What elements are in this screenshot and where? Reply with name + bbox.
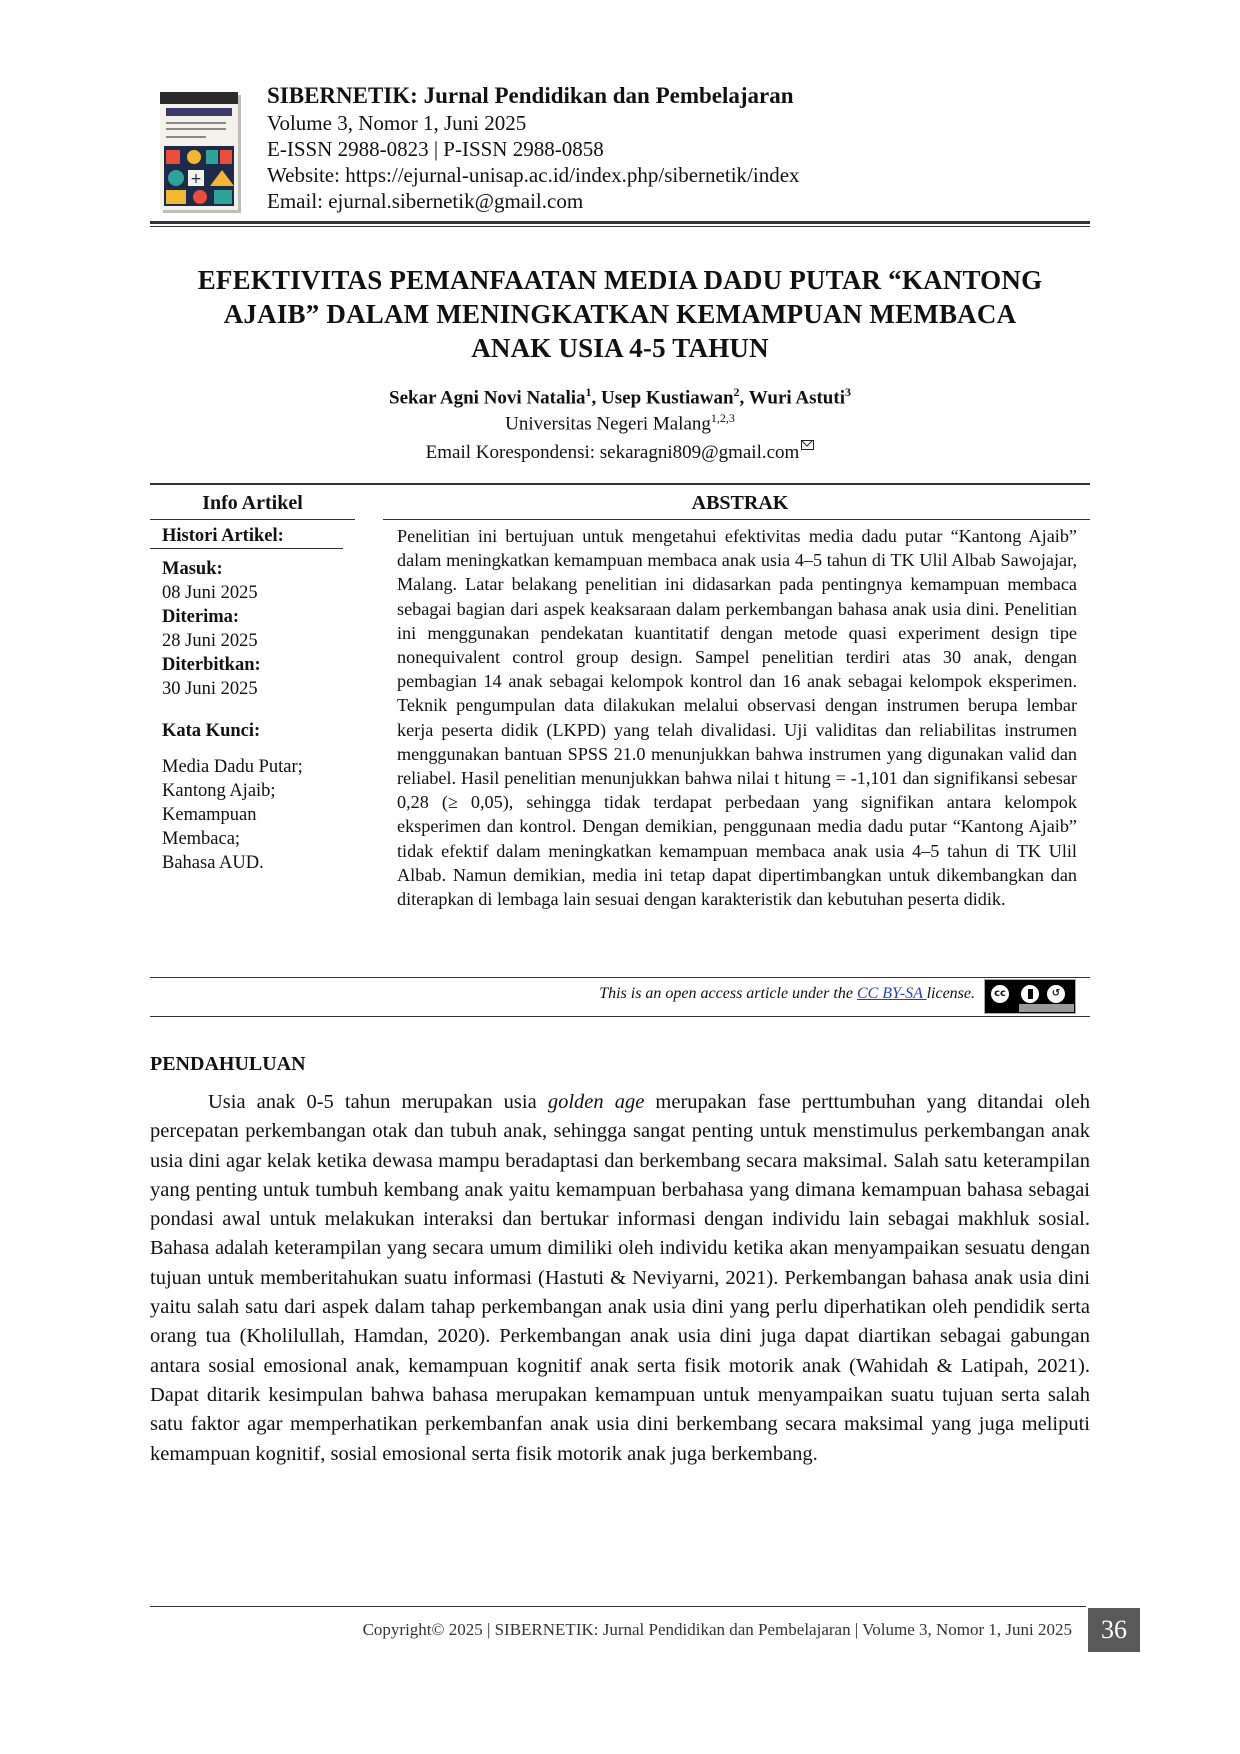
affiliation: Universitas Negeri Malang$^{1,2,3}$ — [505, 411, 735, 435]
received-label: Masuk: — [162, 559, 223, 579]
keyword: Membaca; — [162, 829, 241, 849]
title-line: ANAK USIA 4-5 TAHUN — [471, 333, 769, 363]
info-heading: Info Artikel — [202, 492, 303, 514]
abstract-bottom-rule — [150, 977, 1090, 978]
accepted-date: 28 Juni 2025 — [162, 631, 258, 651]
author-name: Wuri Astuti — [748, 387, 845, 409]
envelope-icon — [801, 440, 814, 450]
published-date: 30 Juni 2025 — [162, 679, 258, 699]
published-label: Diterbitkan: — [162, 655, 261, 675]
article-title — [150, 263, 1090, 365]
title-line: EFEKTIVITAS PEMANFAATAN MEDIA DADU PUTAR “KANTONG — [197, 265, 1043, 295]
header-divider — [150, 221, 1090, 224]
received-date: 08 Juni 2025 — [162, 583, 258, 603]
journal-header — [267, 82, 1087, 214]
keyword: Media Dadu Putar; — [162, 757, 303, 777]
emphasis-text: golden age — [547, 1091, 645, 1113]
keyword: Bahasa AUD. — [162, 853, 264, 873]
author-sup: 2 — [733, 385, 740, 399]
license-bottom-rule — [150, 1016, 1090, 1017]
keywords-label: Kata Kunci: — [162, 721, 261, 741]
article-info — [162, 524, 352, 875]
intro-paragraph: Usia anak 0-5 tahun merupakan usia golden age merupakan fase perttumbuhan yang ditandai oleh percepatan perkembangan otak dan tubuh anak, sehingga sangat penting untuk menstimulus perkembangan anak usia dini agar kelak ketika dewasa mampu beradaptasi dan berkembang secara maksimal. Salah satu keterampilan yang penting untuk tumbuh kembang anak yaitu kemampuan berbahasa yang dimana kemampuan bahasa sebagai pondasi awal untuk melakukan interaksi dan bertukar informasi dengan individu lain sebagai makhluk sosial. Bahasa adalah keterampilan yang secara umum dimiliki oleh individu ketika akan menyampaikan sesuatu dengan tujuan untuk memberitahukan suatu informasi (Hastuti & Neviyarni, 2021). Perkembangan bahasa anak usia dini yaitu salah satu dari aspek dalam tahap perkembangan anak usia dini yang perlu diperhatikan oleh pendidik serta orang tua (Kholilullah, Hamdan, 2020). Perkembangan anak usia dini juga dapat diartikan sebagai gabungan antara sosial emosional anak, kemampuan kognitif anak serta fisik motorik anak (Wahidah & Latipah, 2021). Dapat ditarik kesimpulan bahwa bahasa merupakan kemampuan untuk menyampaikan suatu tujuan serta salah satu faktor agar memperhatikan perkembanfan anak usia dini berkembang secara maksimal yang juga meliputi kemampuan kognitif, sosial emosional serta fisik motorik anak juga berkembang. — [150, 1091, 1090, 1465]
cc-by-sa-icon[interactable]: cc ↺ — [984, 979, 1076, 1014]
cc-by-sa-link[interactable]: CC BY-SA — [856, 985, 927, 1002]
author-list: Sekar Agni Novi Natalia$^1$, Usep Kustiawan$^2$, Wuri Astuti$^3$ — [389, 385, 851, 409]
author-name: Usep Kustiawan — [601, 387, 734, 409]
keyword: Kantong Ajaib; — [162, 781, 276, 801]
history-label: Histori Artikel: — [162, 526, 284, 546]
author-name: Sekar Agni Novi Natalia — [389, 387, 586, 409]
keyword: Kemampuan — [162, 805, 257, 825]
info-top-rule — [150, 483, 1090, 485]
license-note: This is an open access article under the CC BY-SA license. — [599, 985, 975, 1002]
journal-volume: Volume 3, Nomor 1, Juni 2025 — [267, 111, 527, 135]
correspondence-email: Email Korespondensi: sekaragni809@gmail.com — [150, 440, 1090, 464]
section-heading: PENDAHULUAN — [150, 1053, 306, 1075]
journal-issn: E-ISSN 2988-0823 | P-ISSN 2988-0858 — [267, 137, 604, 161]
author-sup: 3 — [844, 385, 851, 399]
svg-text:+: + — [190, 171, 202, 187]
info-heading-rule — [150, 519, 355, 520]
journal-website[interactable]: Website: https://ejurnal-unisap.ac.id/index.php/sibernetik/index — [267, 163, 800, 187]
abstract-heading-rule — [383, 519, 1090, 520]
journal-cover-image — [160, 92, 238, 210]
journal-name: SIBERNETIK: Jurnal Pendidikan dan Pembelajaran — [267, 83, 794, 108]
author-sup: 1 — [585, 385, 592, 399]
accepted-label: Diterima: — [162, 607, 240, 627]
title-line: AJAIB” DALAM MENINGKATKAN KEMAMPUAN MEMBACA — [223, 299, 1017, 329]
abstract-heading: ABSTRAK — [691, 492, 789, 514]
abstract-text: Penelitian ini bertujuan untuk mengetahui efektivitas media dadu putar “Kantong Ajaib” dalam meningkatkan kemampuan membaca anak usia 4–5 tahun di TK Ulil Albab Sawojajar, Malang. Latar belakang penelitian ini didasarkan pada pentingnya kemampuan membaca sebagai bagian dari aspek keaksaraan dalam perkembangan bahasa anak usia dini. Penelitian ini menggunakan pendekatan kuantitatif dengan metode quasi experiment design tipe nonequivalent control group design. Sampel penelitian terdiri atas 30 anak, dengan pembagian 14 anak sebagai kelompok kontrol dan 16 anak sebagai kelompok eksperimen. Teknik pengumpulan data dilakukan melalui observasi dengan instrumen berupa lembar kerja peserta didik (LKPD) yang telah divalidasi. Uji validitas dan reliabilitas instrumen menggunakan bantuan SPSS 21.0 menunjukkan bahwa instrumen yang digunakan valid dan reliabel. Hasil penelitian menunjukkan bahwa nilai t hitung = -1,101 dan signifikansi sebesar 0,28 (≥ 0,05), sehingga tidak terdapat perbedaan yang signifikan antara kelompok eksperimen dan kontrol. Dengan demikian, penggunaan media dadu putar “Kantong Ajaib” tidak efektif dalam meningkatkan kemampuan membaca anak usia 4–5 tahun di TK Ulil Albab. Namun demikian, media ini tetap dapat dipertimbangkan untuk dikembangkan dan diterapkan di lembaga lain sesuai dengan karakteristik dan kebutuhan peserta didik. — [397, 526, 1077, 910]
footer-copyright: Copyright© 2025 | SIBERNETIK: Jurnal Pendidikan dan Pembelajaran | Volume 3, Nomor 1, Juni 2025 — [362, 1620, 1072, 1639]
page-number: 36 — [1088, 1608, 1140, 1652]
header-divider-thin — [150, 226, 1090, 227]
journal-email[interactable]: Email: ejurnal.sibernetik@gmail.com — [267, 189, 584, 213]
footer-rule — [150, 1606, 1086, 1607]
